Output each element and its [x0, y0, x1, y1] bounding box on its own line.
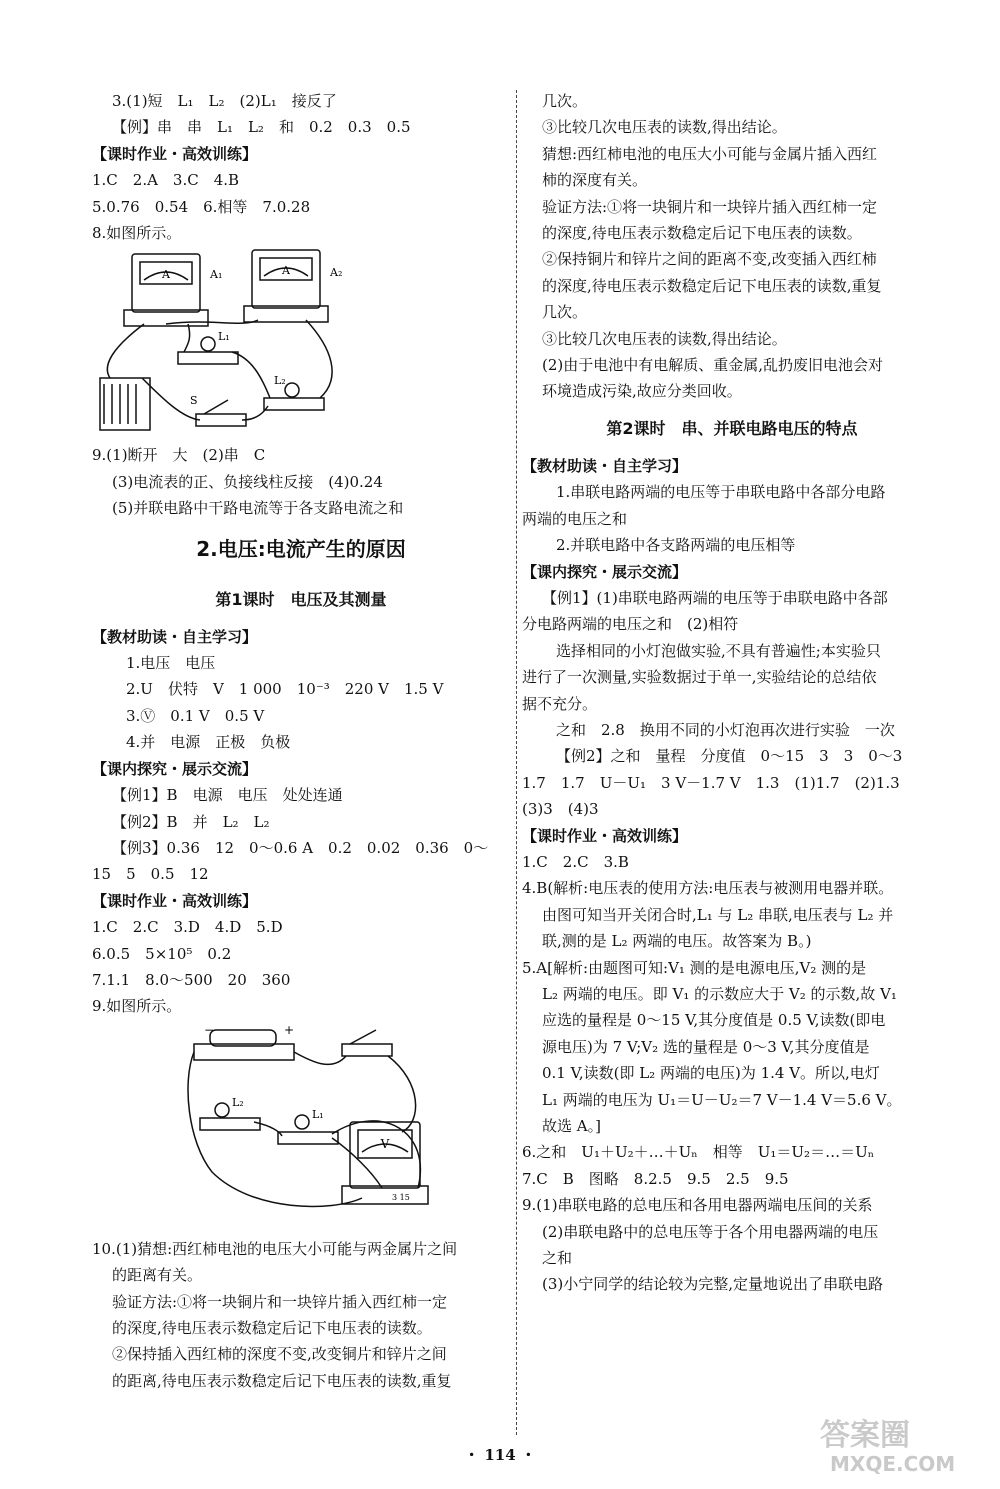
voltmeter-symbol: V [380, 1136, 390, 1151]
ammeter1-symbol: A [162, 268, 170, 282]
battery-minus: − [204, 1022, 215, 1037]
lamp1-label: L₁ [218, 330, 230, 344]
text-line: 10.(1)猜想:西红柿电池的电压大小可能与两金属片之间 [92, 1239, 458, 1258]
text-line: (3)电流表的正、负接线柱反接 (4)0.24 [112, 472, 383, 491]
text-line: 几次。 [542, 92, 588, 110]
section-heading: 【教材助读・自主学习】 [522, 456, 688, 475]
text-line: 5.0.76 0.54 6.相等 7.0.28 [92, 197, 311, 216]
text-line: (3)3 (4)3 [522, 800, 599, 819]
section-heading: 【课时作业・高效训练】 [522, 826, 688, 845]
text-line: ③比较几次电压表的读数,得出结论。 [542, 118, 787, 137]
switch-label: S [190, 394, 198, 408]
page-number: ・ 114 ・ [464, 1446, 536, 1464]
text-line: ②保持插入西红柿的深度不变,改变铜片和锌片之间 [112, 1345, 447, 1364]
text-line: 9.(1)串联电路的总电压和各用电器两端电压间的关系 [522, 1196, 873, 1215]
text-line: 选择相同的小灯泡做实验,不具有普遍性;本实验只 [556, 641, 881, 660]
column-divider [516, 90, 517, 1435]
text-line: 7.1.1 8.0～500 20 360 [92, 970, 291, 989]
text-line: 柿的深度有关。 [542, 171, 648, 190]
text-line: 15 5 0.5 12 [92, 865, 209, 884]
text-line: 验证方法:①将一块铜片和一块锌片插入西红柿一定 [112, 1292, 448, 1311]
text-line: (2)串联电路中的总电压等于各个用电器两端的电压 [542, 1222, 879, 1241]
text-line: 1.C 2.C 3.B [522, 852, 629, 871]
text-line: 源电压)为 7 V;V₂ 选的量程是 0～3 V,其分度值是 [542, 1037, 870, 1056]
section-heading: 【教材助读・自主学习】 [92, 627, 258, 646]
text-line: 【例2】之和 量程 分度值 0～15 3 3 0～3 [556, 747, 903, 766]
chapter-title: 2.电压:电流产生的原因 [196, 536, 406, 561]
text-line: 【例2】B 并 L₂ L₂ [112, 812, 270, 831]
text-line: 环境造成污染,故应分类回收。 [542, 382, 742, 401]
text-line: 【例1】B 电源 电压 处处连通 [112, 786, 343, 805]
text-line: (3)小宁同学的结论较为完整,定量地说出了串联电路 [542, 1275, 884, 1294]
text-line: 7.C B 图略 8.2.5 9.5 2.5 9.5 [522, 1169, 789, 1188]
ammeter2-symbol: A [282, 264, 290, 278]
text-line: 两端的电压之和 [522, 509, 628, 528]
text-line: 8.如图所示。 [92, 224, 182, 243]
text-line: 4.并 电源 正极 负极 [126, 733, 291, 752]
text-line: 6.之和 U₁＋U₂＋…＋Uₙ 相等 U₁＝U₂＝…＝Uₙ [522, 1143, 875, 1162]
text-line: 据不充分。 [522, 694, 598, 713]
watermark-logo: 答案圈 [820, 1418, 910, 1453]
text-line: 1.电压 电压 [126, 654, 216, 673]
text-line: 的深度,待电压表示数稳定后记下电压表的读数,重复 [542, 276, 882, 295]
text-line: 的距离有关。 [112, 1266, 203, 1285]
text-line: 1.7 1.7 U－U₁ 3 V－1.7 V 1.3 (1)1.7 (2)1.3 [522, 773, 900, 792]
text-line: 1.串联电路两端的电压等于串联电路中各部分电路 [556, 483, 886, 502]
text-line: 3.(1)短 L₁ L₂ (2)L₁ 接反了 [112, 92, 337, 110]
text-line: 【例3】0.36 12 0～0.6 A 0.2 0.02 0.36 0～ [112, 838, 489, 857]
text-line: 2.U 伏特 V 1 000 10⁻³ 220 V 1.5 V [126, 680, 444, 699]
section-heading: 【课内探究・展示交流】 [522, 562, 688, 581]
lesson-title: 第2课时 串、并联电路电压的特点 [606, 418, 858, 438]
text-line: L₂ 两端的电压。即 V₁ 的示数应大于 V₂ 的示数,故 V₁ [542, 985, 897, 1003]
left-column [92, 88, 510, 1394]
ammeter2-label: A₂ [330, 266, 343, 280]
text-line: 3.Ⓥ 0.1 V 0.5 V [126, 706, 265, 725]
text-line: 6.0.5 5×10⁵ 0.2 [92, 944, 232, 963]
section-heading: 【课内探究・展示交流】 [92, 759, 258, 778]
text-line: 猜想:西红柿电池的电压大小可能与金属片插入西红 [542, 144, 878, 163]
text-line: 9.(1)断开 大 (2)串 C [92, 446, 266, 465]
fig2-lamp1-label: L₁ [312, 1107, 324, 1121]
circuit-figure-voltmeter [182, 1022, 482, 1232]
text-line: 9.如图所示。 [92, 997, 182, 1016]
circuit-figure-ammeters [92, 248, 392, 438]
text-line: 应选的量程是 0～15 V,其分度值是 0.5 V,读数(即电 [542, 1011, 886, 1030]
text-line: 之和 [542, 1249, 573, 1268]
lesson-title: 第1课时 电压及其测量 [215, 589, 387, 609]
text-line: 4.B(解析:电压表的使用方法:电压表与被测用电器并联。 [522, 879, 894, 898]
text-line: 1.C 2.C 3.D 4.D 5.D [92, 918, 283, 937]
text-line: L₁ 两端的电压为 U₁＝U－U₂＝7 V－1.4 V＝5.6 V。 [542, 1090, 902, 1109]
lamp2-label: L₂ [274, 374, 286, 388]
text-line: 几次。 [542, 303, 588, 322]
text-line: 之和 2.8 换用不同的小灯泡再次进行实验 一次 [556, 720, 895, 739]
voltmeter-scale: 3 15 [392, 1192, 410, 1202]
text-line: 0.1 V,读数(即 L₂ 两端的电压)为 1.4 V。所以,电灯 [542, 1064, 880, 1083]
battery-plus: + [284, 1022, 295, 1037]
text-line: 分电路两端的电压之和 (2)相符 [522, 615, 739, 634]
text-line: 1.C 2.A 3.C 4.B [92, 171, 240, 190]
text-line: 【例】串 串 L₁ L₂ 和 0.2 0.3 0.5 [112, 118, 411, 137]
ammeter1-label: A₁ [210, 268, 223, 282]
right-column [522, 88, 942, 1298]
text-line: 2.并联电路中各支路两端的电压相等 [556, 536, 796, 555]
section-heading: 【课时作业・高效训练】 [92, 144, 258, 163]
text-line: 的深度,待电压表示数稳定后记下电压表的读数。 [112, 1318, 432, 1337]
text-line: 验证方法:①将一块铜片和一块锌片插入西红柿一定 [542, 197, 878, 216]
text-line: ②保持铜片和锌片之间的距离不变,改变插入西红柿 [542, 250, 877, 269]
text-line: 的距离,待电压表示数稳定后记下电压表的读数,重复 [112, 1371, 452, 1390]
text-line: 进行了一次测量,实验数据过于单一,实验结论的总结依 [522, 668, 877, 687]
text-line: 的深度,待电压表示数稳定后记下电压表的读数。 [542, 224, 862, 243]
text-line: 【例1】(1)串联电路两端的电压等于串联电路中各部 [542, 588, 888, 607]
text-line: 联,测的是 L₂ 两端的电压。故答案为 B。) [542, 932, 812, 951]
text-line: 由图可知当开关闭合时,L₁ 与 L₂ 串联,电压表与 L₂ 并 [542, 905, 894, 924]
fig2-lamp2-label: L₂ [232, 1095, 244, 1109]
text-line: (5)并联电路中干路电流等于各支路电流之和 [112, 499, 404, 518]
text-line: 故选 A。] [542, 1117, 601, 1136]
text-line: ③比较几次电压表的读数,得出结论。 [542, 329, 787, 348]
section-heading: 【课时作业・高效训练】 [92, 891, 258, 910]
text-line: 5.A[解析:由题图可知:V₁ 测的是电源电压,V₂ 测的是 [522, 958, 867, 977]
text-line: (2)由于电池中有电解质、重金属,乱扔废旧电池会对 [542, 356, 884, 375]
watermark-url: MXQE.COM [830, 1452, 956, 1476]
